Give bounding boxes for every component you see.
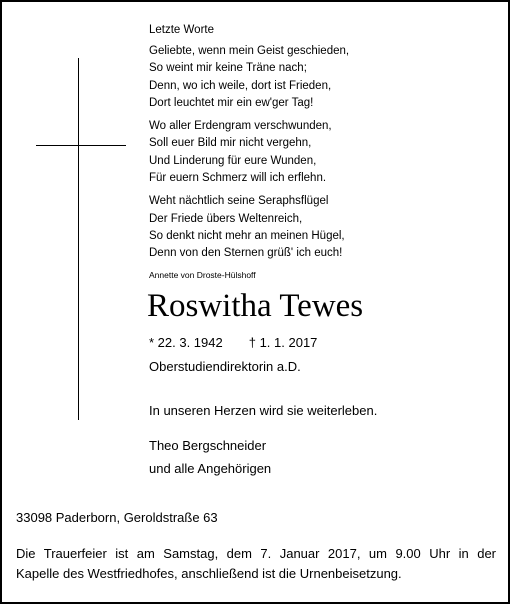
funeral-notice-line: Kapelle des Westfriedhofes, anschließend ist die Urnenbeisetzung. bbox=[16, 566, 402, 581]
mourners-list bbox=[149, 434, 271, 480]
poem-verse: Weht nächtlich seine Seraphsflügel bbox=[149, 195, 329, 208]
poem-verse: Und Linderung für eure Wunden, bbox=[149, 154, 317, 167]
cross-horizontal-beam bbox=[36, 145, 126, 146]
cross-vertical-beam bbox=[78, 58, 79, 420]
poem bbox=[149, 23, 489, 281]
poem-verse: Für euern Schmerz will ich erflehn. bbox=[149, 172, 327, 185]
poem-verse: Denn, wo ich weile, dort ist Frieden, bbox=[149, 79, 332, 92]
poem-verse: Der Friede übers Weltenreich, bbox=[149, 212, 303, 225]
deceased-name: Roswitha Tewes bbox=[147, 288, 364, 324]
mourner-name: und alle Angehörigen bbox=[149, 461, 272, 476]
poem-verse: Dort leuchtet mir ein ew'ger Tag! bbox=[149, 96, 314, 109]
family-address: 33098 Paderborn, Geroldstraße 63 bbox=[16, 510, 218, 525]
memorial-text: In unseren Herzen wird sie weiterleben. bbox=[149, 403, 378, 418]
poem-stanza-2 bbox=[149, 118, 489, 187]
poem-verse: Denn von den Sternen grüß' ich euch! bbox=[149, 247, 343, 260]
life-dates bbox=[149, 334, 317, 352]
death-date: † 1. 1. 2017 bbox=[248, 335, 318, 350]
funeral-notice-line: Die Trauerfeier ist am Samstag, dem 7. Januar 2017, um 9.00 Uhr in der bbox=[16, 546, 496, 561]
poem-verse: So weint mir keine Träne nach; bbox=[149, 62, 307, 75]
mourner-name: Theo Bergschneider bbox=[149, 438, 267, 453]
poem-title: Letzte Worte bbox=[149, 24, 214, 36]
funeral-notice bbox=[16, 544, 496, 584]
poem-author: Annette von Droste-Hülshoff bbox=[149, 269, 256, 280]
poem-verse: Geliebte, wenn mein Geist geschieden, bbox=[149, 45, 350, 57]
poem-verse: Wo aller Erdengram verschwunden, bbox=[149, 120, 332, 133]
poem-stanza-1 bbox=[149, 43, 489, 112]
poem-verse: Soll euer Bild mir nicht vergehn, bbox=[149, 137, 312, 150]
poem-verse: So denkt nicht mehr an meinen Hügel, bbox=[149, 229, 345, 242]
poem-stanza-3 bbox=[149, 193, 489, 262]
deceased-occupation: Oberstudiendirektorin a.D. bbox=[149, 359, 301, 374]
birth-date: * 22. 3. 1942 bbox=[149, 335, 223, 350]
